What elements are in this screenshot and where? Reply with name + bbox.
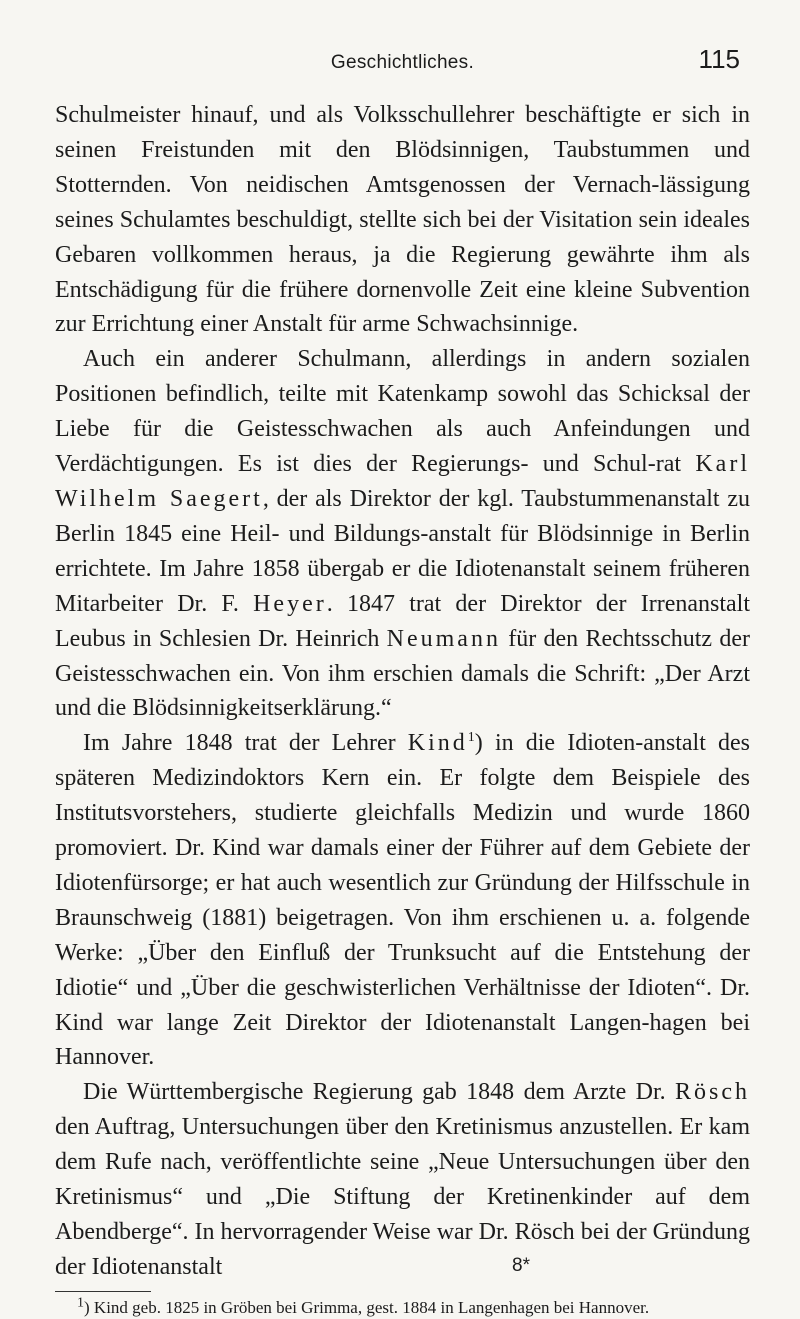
spaced-name: Rösch	[675, 1079, 750, 1106]
paragraph-3	[55, 726, 750, 1075]
footnote	[55, 1296, 750, 1319]
printer-signature: 8*	[512, 1255, 530, 1276]
text-run: den Auftrag, Untersuchungen über den Kretinismus anzustellen. Er kam dem Rufe nach, veröffentlichte seine „Neue Untersuchungen über den Kretinismus“ und „Die Stiftung der Kretinenkinder auf dem Abendberge“. In hervorragender Weise war Dr. Rösch bei der Gründung der Idiotenanstalt	[55, 1114, 750, 1280]
footnote-mark: 1	[77, 1295, 84, 1311]
footnote-reference: 1	[467, 730, 475, 746]
paragraph-1	[55, 98, 750, 342]
text-run: , der als Direktor der kgl. Taubstummenanstalt zu Berlin 1845 eine Heil- und Bildungs-anstalt für Blödsinnige in Berlin errichtete. Im Jahre 1858 übergab er die Idiotenanstalt seinem früheren Mitarbeiter Dr. F.	[55, 485, 751, 617]
running-title: Geschichtliches.	[330, 52, 475, 73]
text-run: für den Rechtsschutz der Geistesschwachen ein. Von ihm erschien damals die Schrift: „Der Arzt und die Blödsinnigkeitserklärung.“	[55, 625, 750, 722]
page-header	[55, 44, 750, 84]
text-run: Schulmeister hinauf, und als Volksschullehrer beschäftigte er sich in seinen Freistunden mit den Blödsinnigen, Taubstummen und Stotternden. Von neidischen Amtsgenossen der Vernach-lässigung seines Schulamtes beschuldigt, stellte sich bei der Visitation sein ideales Gebaren vollkommen heraus, ja die Regierung gewährte ihm als Entschädigung für die frühere dornenvolle Zeit eine kleine Subvention zur Errichtung einer Anstalt für arme Schwachsinnige.	[55, 102, 750, 338]
text-run: Auch ein anderer Schulmann, allerdings in andern sozialen Positionen befindlich, teilte mit Katenkamp sowohl das Schicksal der Liebe für die Geistesschwachen als auch Anfeindungen und Verdächtigungen. Es ist dies der Regierungs- und Schul-rat	[55, 346, 750, 478]
spaced-name: Neumann	[386, 625, 501, 652]
paragraph-2	[55, 342, 750, 726]
page-number: 115	[698, 44, 740, 74]
text-run: ) in die Idioten-anstalt des späteren Medizindoktors Kern ein. Er folgte dem Beispiele des Institutsvorstehers, studierte gleichfalls Medizin und wurde 1860 promoviert. Dr. Kind war damals einer der Führer auf dem Gebiete der Idiotenfürsorge; er hat auch wesentlich zur Gründung der Hilfsschule in Braunschweig (1881) beigetragen. Von ihm erschienen u. a. folgende Werke: „Über den Einfluß der Trunksucht auf die Entstehung der Idiotie“ und „Über die geschwisterlichen Verhältnisse der Idioten“. Dr. Kind war lange Zeit Direktor der Idiotenanstalt Langen-hagen bei Hannover.	[55, 730, 751, 1071]
spaced-name: Heyer	[253, 590, 327, 617]
footnote-text: ) Kind geb. 1825 in Gröben bei Grimma, gest. 1884 in Langenhagen bei Hannover.	[84, 1297, 650, 1317]
text-run: Die Württembergische Regierung gab 1848 dem Arzte Dr.	[83, 1079, 675, 1106]
body-text	[55, 98, 750, 1285]
paragraph-4	[55, 1075, 750, 1284]
text-run: Im Jahre 1848 trat der Lehrer	[83, 730, 408, 757]
spaced-name: Karl Wilhelm Saegert	[55, 451, 750, 512]
footnote-divider	[55, 1291, 151, 1292]
spaced-name: Kind	[407, 730, 468, 757]
text-run: . 1847 trat der Direktor der Irrenanstalt Leubus in Schlesien Dr. Heinrich	[55, 590, 750, 652]
